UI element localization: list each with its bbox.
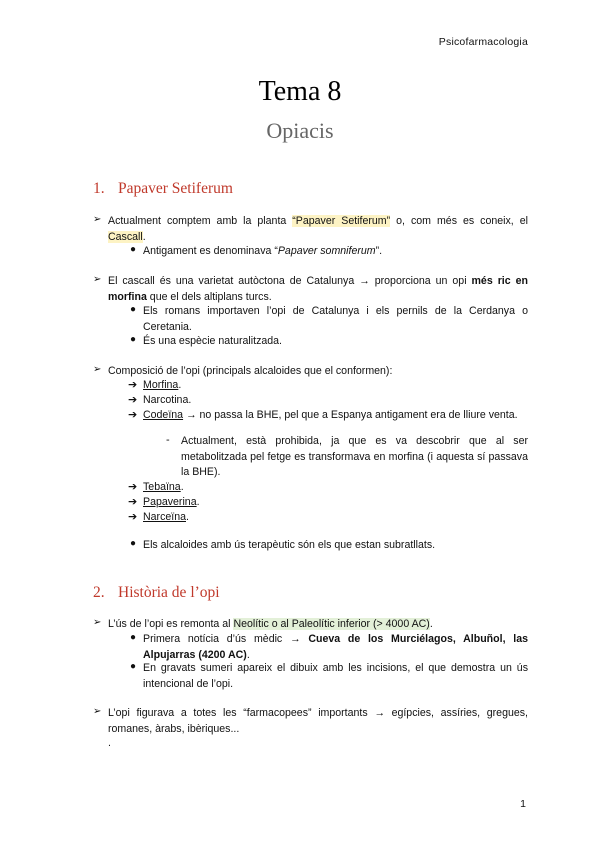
history-paragraph-2: L’opi figurava a totes les “farmacopees” importants → egípcies, assíries, gregues, romanes, àrabs, ibèriques... xyxy=(108,707,528,735)
history-sub-2: En gravats sumeri apareix el dibuix amb les incisions, el que demostra un ús intencional de l’opi. xyxy=(143,662,528,690)
paragraph-1-sub: Antigament es denominava “Papaver somniferum”. xyxy=(143,245,383,257)
trailing-dot: . xyxy=(108,737,111,749)
arrow-right-icon: ➔ xyxy=(128,409,138,421)
arrow-right-icon: ➔ xyxy=(128,379,138,391)
paragraph-2: El cascall és una varietat autòctona de Catalunya → proporciona un opi més ric en morfina que el dels altiplans turcs. xyxy=(108,275,528,303)
arrow-right-icon: ➔ xyxy=(128,394,138,406)
arrow-right-icon: ➔ xyxy=(128,496,138,508)
section-2-number: 2. xyxy=(93,584,105,601)
alkaloid-2: Narcotina. xyxy=(143,394,192,406)
alkaloid-3: Codeïna → no passa la BHE, pel que a Espanya antigament era de lliure venta. xyxy=(143,409,518,421)
dot-bullet-icon: ● xyxy=(130,538,137,549)
page-title: Tema 8 xyxy=(258,76,342,107)
dot-bullet-icon: ● xyxy=(130,304,137,315)
dot-bullet-icon: ● xyxy=(130,334,137,345)
history-paragraph-1: L’ús de l’opi es remonta al Neolític o al Paleolític inferior (> 4000 AC). xyxy=(108,618,433,630)
arrow-bullet-icon: ➢ xyxy=(93,364,102,375)
paragraph-2-sub-2: És una espècie naturalitzada. xyxy=(143,335,282,347)
page-subtitle: Opiacis xyxy=(266,118,334,143)
arrow-bullet-icon: ➢ xyxy=(93,617,102,628)
therapeutic-note: Els alcaloides amb ús terapèutic són els que estan subratllats. xyxy=(143,539,436,551)
arrow-bullet-icon: ➢ xyxy=(93,274,102,285)
alkaloid-4: Tebaïna. xyxy=(143,481,184,493)
dash-bullet-icon: - xyxy=(166,434,170,446)
alkaloid-5: Papaverina. xyxy=(143,496,200,508)
document-header: Psicofarmacologia xyxy=(438,36,528,48)
arrow-bullet-icon: ➢ xyxy=(93,706,102,717)
paragraph-1: Actualment comptem amb la planta “Papaver Setiferum” o, com més es coneix, el Cascall. xyxy=(108,215,528,243)
alkaloid-6: Narceïna. xyxy=(143,511,189,523)
alkaloid-3-note: Actualment, està prohibida, ja que es va descobrir que al ser metabolitzada pel fetge es transformava en morfina (i aquesta sí passava la BHE). xyxy=(181,435,528,478)
section-1-title: Papaver Setiferum xyxy=(118,180,233,197)
page-number: 1 xyxy=(520,798,526,810)
paragraph-3: Composició de l’opi (principals alcaloides que el conformen): xyxy=(108,365,393,377)
alkaloid-1: Morfina. xyxy=(143,379,182,391)
section-2-title: Història de l’opi xyxy=(118,584,220,601)
arrow-right-icon: ➔ xyxy=(128,511,138,523)
paragraph-2-sub-1: Els romans importaven l’opi de Catalunya i els pernils de la Cerdanya o Ceretania. xyxy=(143,305,528,333)
section-1-number: 1. xyxy=(93,180,105,197)
dot-bullet-icon: ● xyxy=(130,661,137,672)
section-2-heading xyxy=(93,584,220,602)
section-1-heading xyxy=(93,180,233,198)
arrow-bullet-icon: ➢ xyxy=(93,214,102,225)
dot-bullet-icon: ● xyxy=(130,244,137,255)
arrow-right-icon: ➔ xyxy=(128,481,138,493)
history-sub-1: Primera notícia d’ús mèdic → Cueva de los Murciélagos, Albuñol, las Alpujarras (4200 AC). xyxy=(143,633,528,661)
dot-bullet-icon: ● xyxy=(130,632,137,643)
